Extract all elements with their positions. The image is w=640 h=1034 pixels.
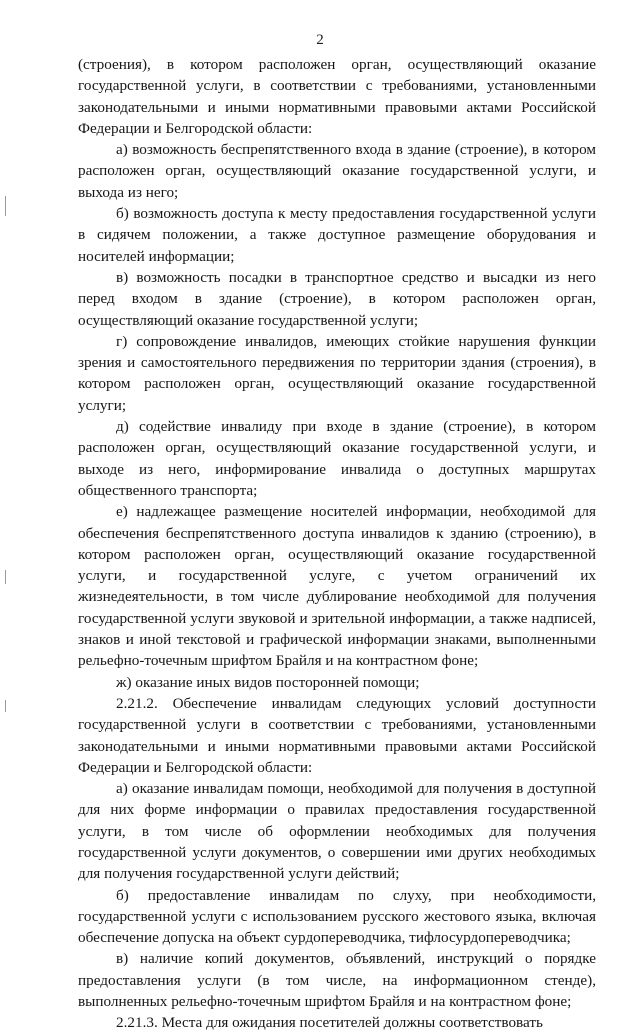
- margin-mark-middle: [5, 570, 6, 584]
- paragraph-item-v: в) возможность посадки в транспортное средство и высадки из него перед входом в здание (строение), в котором расположен орган, осуществляющий оказание государственной услуги;: [78, 268, 596, 329]
- document-body: [78, 54, 596, 1034]
- paragraph-intro: (строения), в котором расположен орган, осуществляющий оказание государственной услуги, в соответствии с требованиями, установленными законодательными и иными нормативными правовыми актами Российской Федерации и Белгородской области:: [78, 56, 596, 137]
- paragraph-item-d: д) содействие инвалиду при входе в здание (строение), в котором расположен орган, осуществляющий оказание государственной услуги, и выходе из него, информирование инвалида о доступных маршрутах общественного транспорта;: [78, 418, 596, 499]
- margin-mark-top: [5, 196, 6, 216]
- page-number: 2: [316, 32, 324, 48]
- paragraph-section-2-21-2-item-a: а) оказание инвалидам помощи, необходимой для получения в доступной для них форме информации о правилах предоставления государственной услуги, в том числе об оформлении необходимых для получения государственной услуги документов, о совершении ими других необходимых для получения государственной услуги действий;: [78, 780, 596, 883]
- paragraph-item-e: е) надлежащее размещение носителей информации, необходимой для обеспечения беспрепятственного доступа инвалидов к зданию (строению), в котором расположен орган, осуществляющий оказание государственной услуги, и государственной услуге, с учетом ограничений их жизнедеятельности, в том числе дублирование необходимой для получения государственной услуги звуковой и зрительной информации, а также надписей, знаков и иной текстовой и графической информации знаками, выполненными рельефно-точечным шрифтом Брайля и на контрастном фоне;: [78, 503, 596, 670]
- paragraph-section-2-21-2: 2.21.2. Обеспечение инвалидам следующих условий доступности государственной услуги в соответствии с требованиями, установленными законодательными и иными нормативными правовыми актами Российской Федерации и Белгородской области:: [78, 694, 596, 776]
- paragraph-item-zh: ж) оказание иных видов посторонней помощи;: [116, 673, 420, 691]
- paragraph-item-g: г) сопровождение инвалидов, имеющих стойкие нарушения функции зрения и самостоятельного передвижения по территории здания (строения), в котором расположен орган, осуществляющий оказание государственной услуги;: [78, 332, 596, 414]
- paragraph-section-2-21-3: 2.21.3. Места для ожидания посетителей должны соответствовать: [116, 1014, 543, 1032]
- paragraph-section-2-21-2-item-v: в) наличие копий документов, объявлений, инструкций о порядке предоставления услуги (в том числе, на информационном стенде), выполненных рельефно-точечным шрифтом Брайля и на контрастном фоне;: [78, 950, 596, 1011]
- paragraph-item-a: а) возможность беспрепятственного входа в здание (строение), в котором расположен орган, осуществляющий оказание государственной услуги, и выхода из него;: [78, 141, 596, 201]
- paragraph-section-2-21-2-item-b: б) предоставление инвалидам по слуху, при необходимости, государственной услуги с использованием русского жестового языка, включая обеспечение допуска на объект сурдопереводчика, тифлосурдопереводчика;: [78, 886, 596, 947]
- paragraph-item-b: б) возможность доступа к месту предоставления государственной услуги в сидячем положении, а также доступное размещение оборудования и носителей информации;: [78, 205, 596, 265]
- margin-mark-lower: [5, 700, 6, 712]
